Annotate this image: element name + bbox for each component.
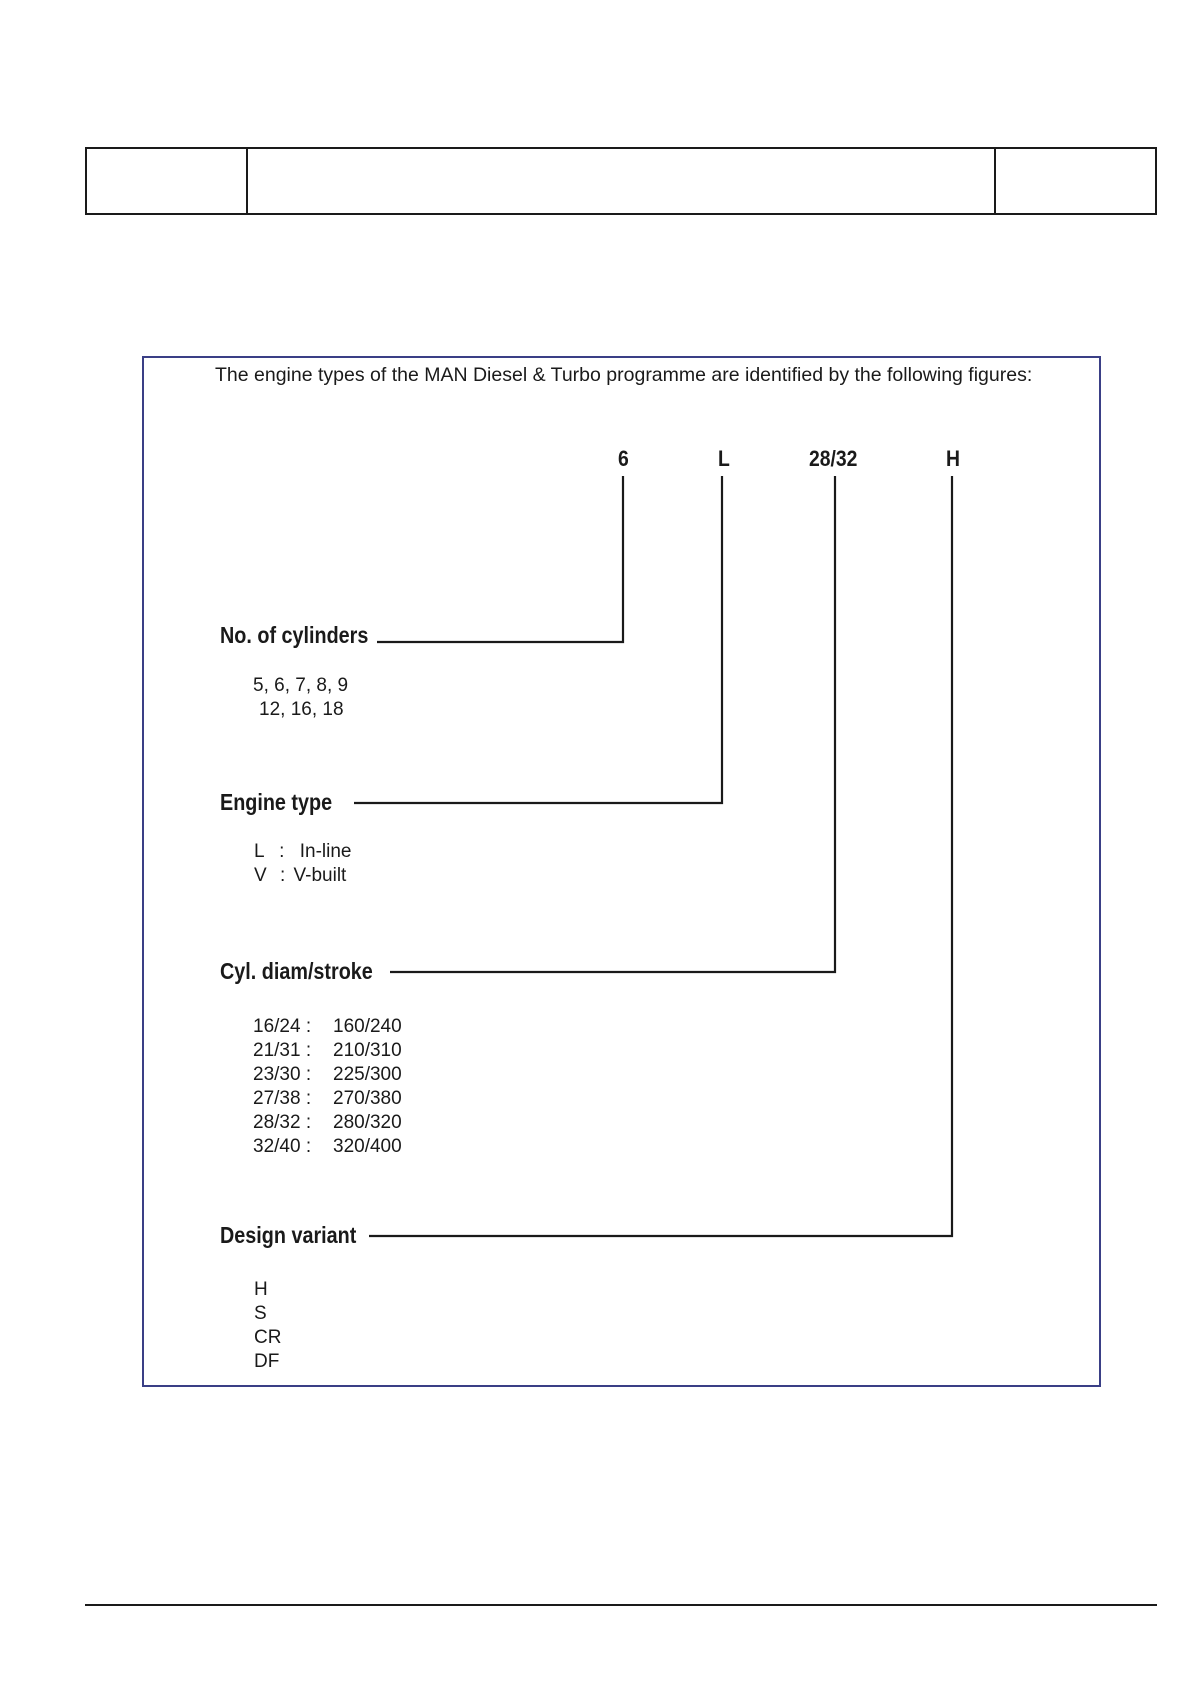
diam-stroke-row <box>253 1016 402 1038</box>
engine-type-row <box>254 865 346 887</box>
heading-cylinders: No. of cylinders <box>220 622 369 648</box>
heading-design-variant: Design variant <box>220 1222 357 1248</box>
engine-type-code: L <box>254 841 264 862</box>
design-variant-value: H <box>254 1279 268 1300</box>
diam-stroke-row <box>253 1088 402 1110</box>
diam-stroke-row <box>253 1064 402 1086</box>
diam-stroke-code: 32/40 : <box>253 1136 312 1157</box>
diam-stroke-code: 28/32 : <box>253 1112 312 1133</box>
design-variant-value: DF <box>254 1351 280 1372</box>
engine-type-code: V <box>254 865 267 886</box>
cylinders-value: 12, 16, 18 <box>259 699 344 720</box>
diam-stroke-row <box>253 1040 402 1062</box>
cylinders-value: 5, 6, 7, 8, 9 <box>253 675 349 696</box>
code-diam-stroke: 28/32 <box>809 446 858 471</box>
leader-cylinders <box>377 476 623 642</box>
diam-stroke-value: 280/320 <box>333 1112 402 1133</box>
engine-type-desc: In-line <box>299 841 352 862</box>
leader-diam-stroke <box>390 476 835 972</box>
leader-design-variant <box>369 476 952 1236</box>
diam-stroke-row <box>253 1112 402 1134</box>
heading-diam-stroke: Cyl. diam/stroke <box>220 958 373 984</box>
code-design-variant: H <box>946 446 960 471</box>
intro-text: The engine types of the MAN Diesel & Turbo programme are identified by the following figures: <box>215 364 1033 386</box>
code-cylinders: 6 <box>618 446 629 471</box>
diam-stroke-code: 23/30 : <box>253 1064 312 1085</box>
engine-type-sep: : <box>279 841 285 862</box>
diam-stroke-value: 320/400 <box>333 1136 402 1157</box>
code-engine-type: L <box>718 446 730 471</box>
diam-stroke-row <box>253 1136 402 1158</box>
diam-stroke-code: 27/38 : <box>253 1088 312 1109</box>
diam-stroke-value: 210/310 <box>333 1040 402 1061</box>
diam-stroke-code: 16/24 : <box>253 1016 312 1037</box>
diam-stroke-value: 270/380 <box>333 1088 402 1109</box>
engine-type-desc: V-built <box>293 865 347 886</box>
diam-stroke-value: 225/300 <box>333 1064 402 1085</box>
design-variant-value: S <box>254 1303 267 1324</box>
leader-engine-type <box>354 476 722 803</box>
engine-type-sep: : <box>279 865 286 886</box>
engine-type-row <box>254 841 351 863</box>
design-variant-value: CR <box>254 1327 282 1348</box>
diam-stroke-value: 160/240 <box>333 1016 402 1037</box>
diam-stroke-code: 21/31 : <box>253 1040 312 1061</box>
footer-rule <box>85 1604 1157 1606</box>
heading-engine-type: Engine type <box>220 789 333 815</box>
